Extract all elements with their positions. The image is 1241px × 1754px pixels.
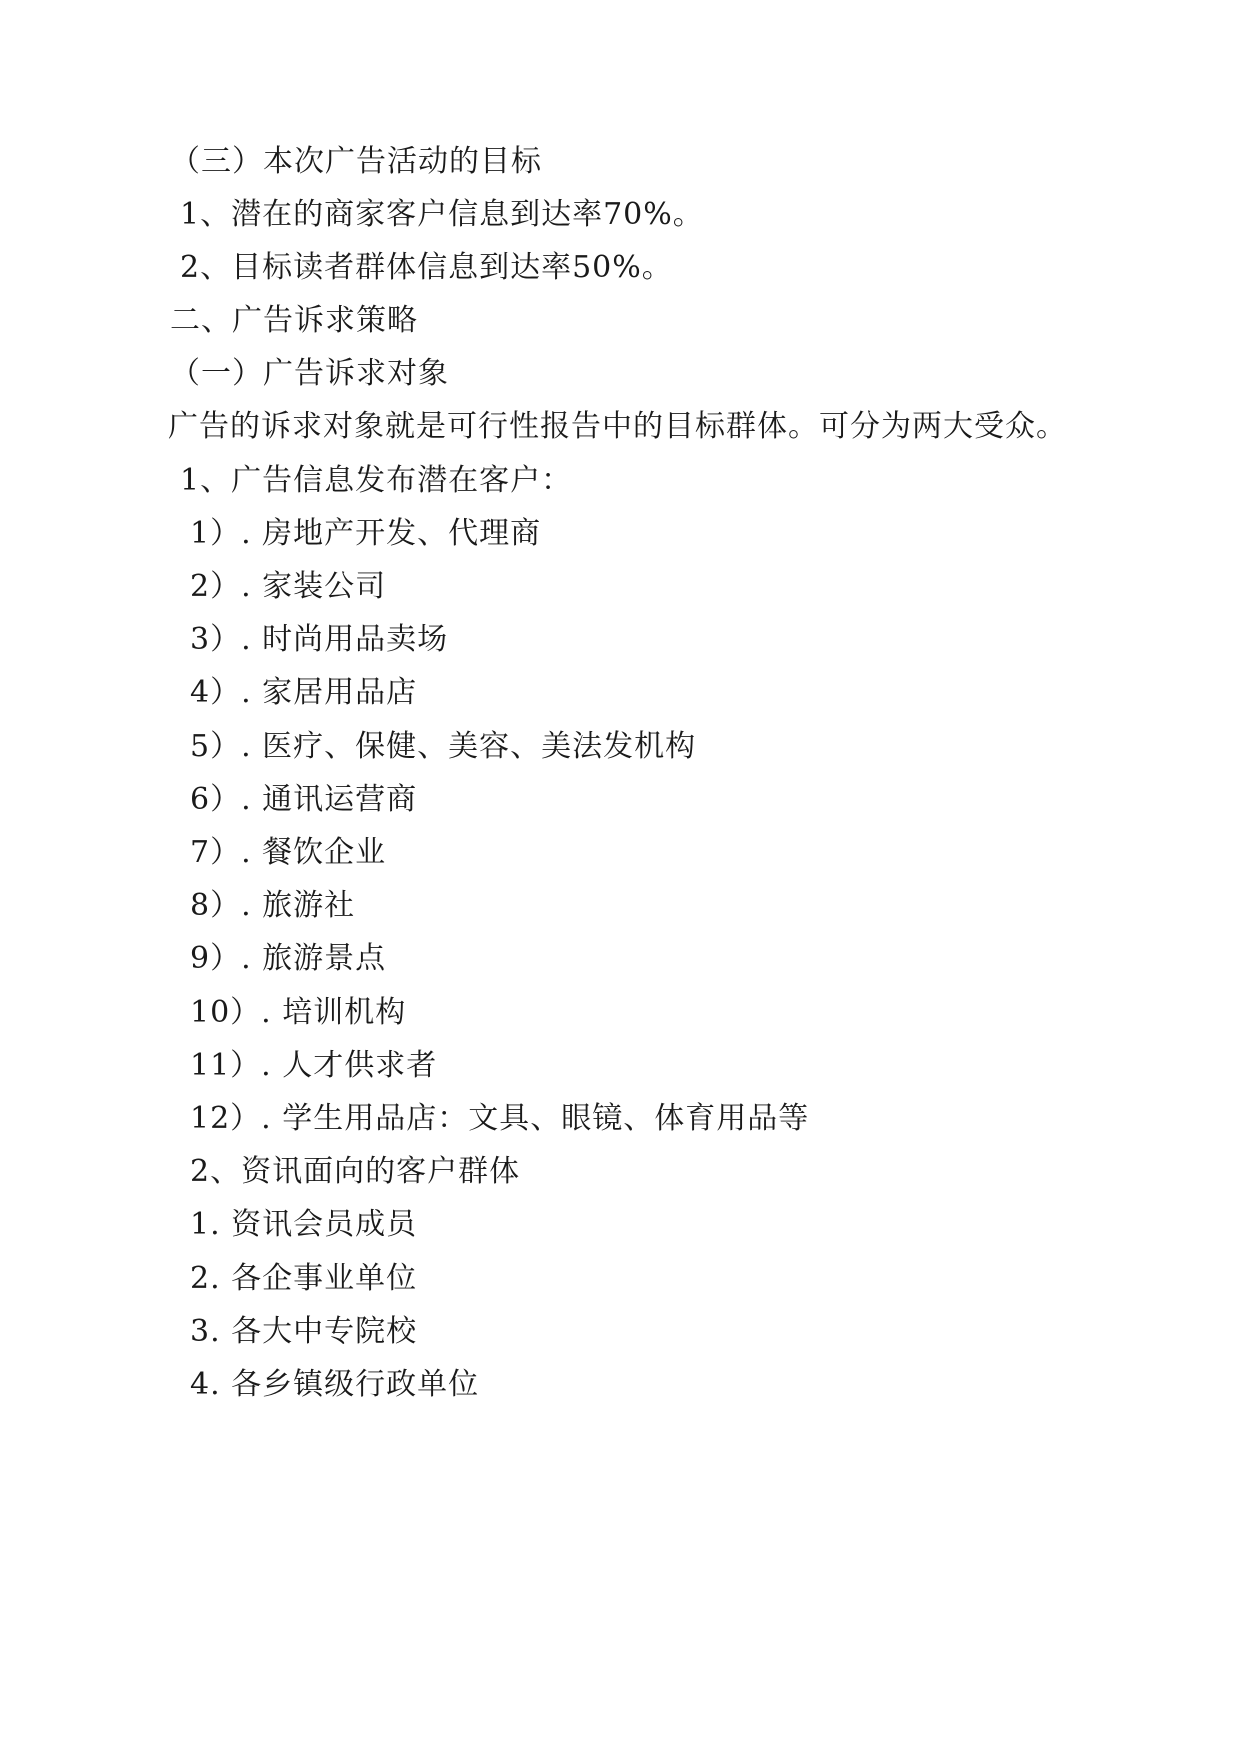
list-item: 5）. 医疗、保健、美容、美法发机构 [190, 729, 697, 764]
list-item: 3）. 时尚用品卖场 [190, 622, 449, 657]
list-item: 9）. 旅游景点 [190, 941, 387, 976]
goal-item: 2、目标读者群体信息到达率50%。 [180, 250, 673, 285]
list-heading-clients: 1、广告信息发布潜在客户： [180, 463, 573, 498]
list-item: 3. 各大中专院校 [190, 1314, 418, 1349]
list-item: 6）. 通讯运营商 [190, 782, 418, 817]
list-item: 8）. 旅游社 [190, 888, 356, 923]
list-item: 1. 资讯会员成员 [190, 1207, 418, 1242]
list-item: 10）. 培训机构 [190, 995, 407, 1030]
subsection-heading-target: （一）广告诉求对象 [170, 356, 449, 391]
list-item: 2. 各企事业单位 [190, 1261, 418, 1296]
section-heading-goals: （三）本次广告活动的目标 [170, 144, 542, 179]
list-item: 4）. 家居用品店 [190, 675, 418, 710]
goal-item: 1、潜在的商家客户信息到达率70%。 [180, 197, 704, 232]
list-heading-audience: 2、资讯面向的客户群体 [190, 1154, 521, 1189]
list-item: 2）. 家装公司 [190, 569, 387, 604]
list-item: 4. 各乡镇级行政单位 [190, 1367, 480, 1402]
list-item: 7）. 餐饮企业 [190, 835, 387, 870]
list-item: 1）. 房地产开发、代理商 [190, 516, 542, 551]
list-item: 12）. 学生用品店：文具、眼镜、体育用品等 [190, 1101, 810, 1136]
section-heading-strategy: 二、广告诉求策略 [170, 303, 418, 338]
paragraph-text: 广告的诉求对象就是可行性报告中的目标群体。可分为两大受众。 [168, 409, 1067, 444]
list-item: 11）. 人才供求者 [190, 1048, 438, 1083]
